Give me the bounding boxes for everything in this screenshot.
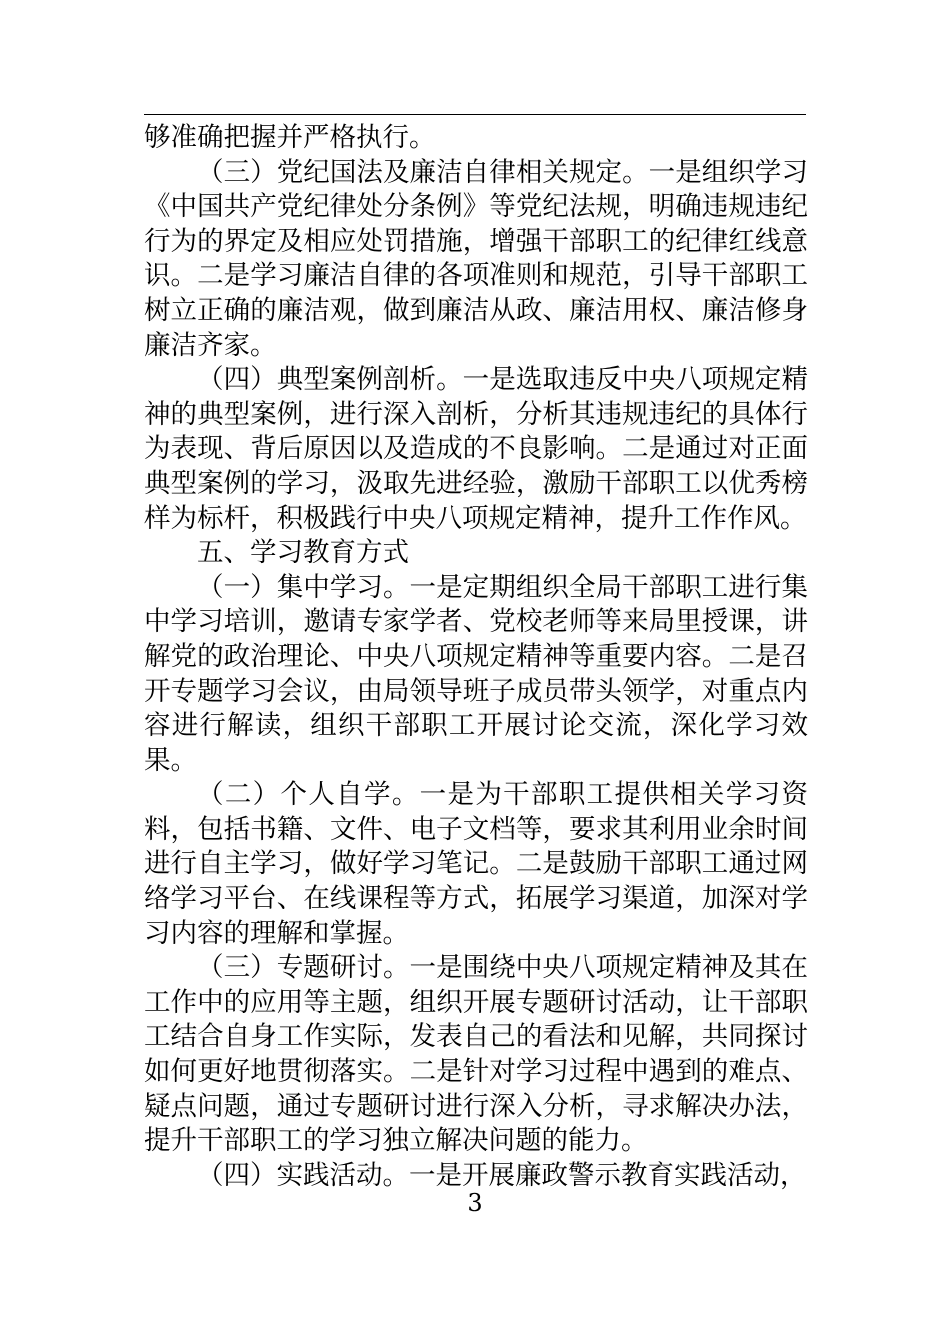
paragraph-party-discipline: （三）党纪国法及廉洁自律相关规定。一是组织学习《中国共产党纪律处分条例》等党纪法规，明确违规违纪行为的界定及相应处罚措施，增强干部职工的纪律红线意识。二是学习廉洁自律的各项准则和规范，引导干部职工树立正确的廉洁观，做到廉洁从政、廉洁用权、廉洁修身廉洁齐家。 — [144, 156, 808, 361]
page-number: 3 — [467, 1189, 483, 1217]
paragraph-centralized-study: （一）集中学习。一是定期组织全局干部职工进行集中学习培训，邀请专家学者、党校老师等来局里授课，讲解党的政治理论、中央八项规定精神等重要内容。二是召开专题学习会议，由局领导班子成员带头领学，对重点内容进行解读，组织干部职工开展讨论交流，深化学习效果。 — [144, 571, 808, 776]
header-rule — [144, 114, 806, 115]
paragraph-self-study: （二）个人自学。一是为干部职工提供相关学习资料，包括书籍、文件、电子文档等，要求其利用业余时间进行自主学习，做好学习笔记。二是鼓励干部职工通过网络学习平台、在线课程等方式，拓展学习渠道，加深对学习内容的理解和掌握。 — [144, 779, 808, 949]
document-body — [144, 121, 808, 1193]
paragraph-seminar: （三）专题研讨。一是围绕中央八项规定精神及其在工作中的应用等主题，组织开展专题研讨活动，让干部职工结合自身工作实际，发表自己的看法和见解，共同探讨如何更好地贯彻落实。二是针对学习过程中遇到的难点、疑点问题，通过专题研讨进行深入分析，寻求解决办法，提升干部职工的学习独立解决问题的能力。 — [144, 952, 808, 1157]
paragraph-case-analysis: （四）典型案例剖析。一是选取违反中央八项规定精神的典型案例，进行深入剖析，分析其违规违纪的具体行为表现、背后原因以及造成的不良影响。二是通过对正面典型案例的学习，汲取先进经验，激励干部职工以优秀榜样为标杆，积极践行中央八项规定精神，提升工作作风。 — [144, 364, 808, 534]
paragraph-continuation: 够准确把握并严格执行。 — [144, 122, 436, 153]
paragraph-practice-activities: （四）实践活动。一是开展廉政警示教育实践活动， — [197, 1159, 807, 1191]
section-heading-study-methods: 五、学习教育方式 — [197, 537, 409, 569]
